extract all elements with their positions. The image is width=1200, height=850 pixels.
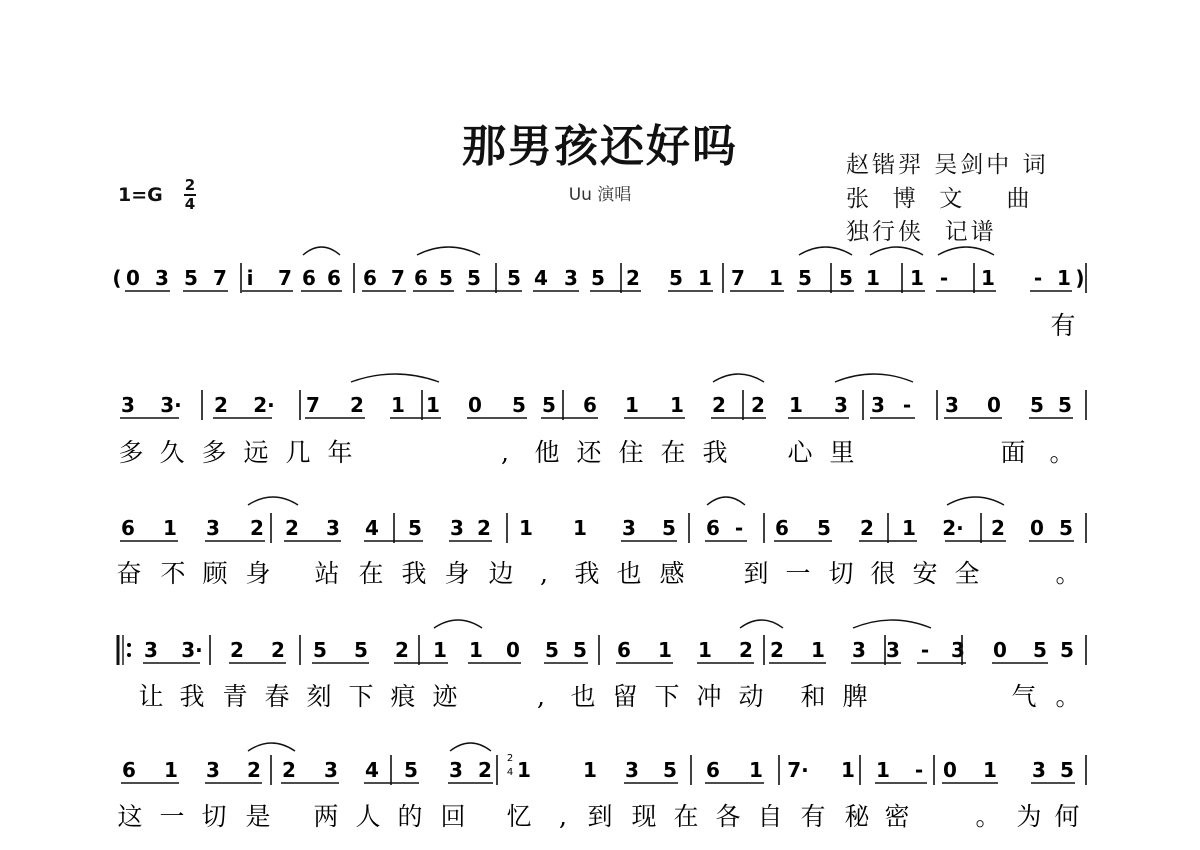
note: 1 xyxy=(517,758,531,782)
lyric-char: 身 xyxy=(444,559,470,588)
lyric-char: 青 xyxy=(222,682,248,711)
note: 3 xyxy=(450,516,464,540)
note-dash: - xyxy=(902,393,912,417)
lyric-char: 这 xyxy=(117,802,143,831)
note: 1 xyxy=(1057,266,1071,290)
note: 1 xyxy=(658,638,672,662)
lyricist-credit: 赵锴羿 吴剑中 词 xyxy=(846,152,1049,178)
slur-arc xyxy=(799,247,852,255)
lyric-char: 有 xyxy=(1050,311,1076,340)
note: 1 xyxy=(841,758,855,782)
lyric-char: 多 xyxy=(201,438,227,467)
lyric-char: 现 xyxy=(631,802,657,831)
slur-arc xyxy=(707,497,745,505)
lyric-char: 冲 xyxy=(696,682,722,711)
note: 5 xyxy=(408,516,422,540)
meter-change-top: 2 xyxy=(506,753,514,764)
lyric-char: 各 xyxy=(715,802,741,831)
slur-arc xyxy=(248,743,295,751)
note: 6 xyxy=(617,638,631,662)
note: 3 xyxy=(951,638,965,662)
lyric-char: 忆 xyxy=(506,802,532,831)
note: i xyxy=(246,266,254,290)
lyric-char: 人 xyxy=(355,802,381,831)
lyric-char: 下 xyxy=(348,682,374,711)
note: 3· xyxy=(160,393,182,417)
note: 3 xyxy=(622,516,636,540)
lyric-char: 切 xyxy=(828,559,854,588)
lyric-char: 他 xyxy=(534,438,560,467)
note: 2 xyxy=(350,393,364,417)
note: 3 xyxy=(1032,758,1046,782)
note-dash: - xyxy=(920,638,930,662)
lyric-char: 秘 xyxy=(844,802,870,831)
note: 5 xyxy=(313,638,327,662)
lyric-char: 和 xyxy=(800,682,826,711)
lyric-char: 下 xyxy=(654,682,680,711)
note: 5 xyxy=(439,266,453,290)
note: 1 xyxy=(789,393,803,417)
note: 2 xyxy=(477,516,491,540)
note: 1 xyxy=(698,638,712,662)
lyric-char: 全 xyxy=(954,559,980,588)
lyric-char: , xyxy=(537,682,545,711)
lyric-char: 感 xyxy=(659,559,685,588)
note: 2 xyxy=(250,516,264,540)
note: 5 xyxy=(507,266,521,290)
note: 2 xyxy=(247,758,261,782)
note: 1 xyxy=(670,393,684,417)
lyric-char: 站 xyxy=(314,559,340,588)
note: 3 xyxy=(945,393,959,417)
slur-arc xyxy=(947,497,1004,505)
slur-arc xyxy=(870,247,923,255)
note: 2 xyxy=(626,266,640,290)
slur-arc xyxy=(303,247,340,255)
note: 0 xyxy=(468,393,482,417)
note: 5 xyxy=(512,393,526,417)
meter-change-bottom: 4 xyxy=(506,767,514,778)
lyric-char: 心 xyxy=(787,438,813,467)
note: 2· xyxy=(942,516,964,540)
note: 1 xyxy=(981,266,995,290)
lyric-char: 住 xyxy=(618,438,644,467)
lyric-char: 留 xyxy=(612,682,638,711)
note: 7 xyxy=(213,266,227,290)
note: 2 xyxy=(991,516,1005,540)
note: 3 xyxy=(852,638,866,662)
transcriber-credit: 独行侠 记谱 xyxy=(846,219,997,245)
note-dash: - xyxy=(1033,266,1043,290)
note: 6 xyxy=(414,266,428,290)
note: 5 xyxy=(573,638,587,662)
note: 5 xyxy=(662,516,676,540)
time-signature-top: 2 xyxy=(184,176,196,194)
slur-arc xyxy=(450,743,491,751)
note: 1 xyxy=(426,393,440,417)
lyric-char: 到 xyxy=(743,559,769,588)
note: 5 xyxy=(1060,758,1074,782)
slur-arc xyxy=(434,620,482,628)
note: 5 xyxy=(1030,393,1044,417)
note: 2 xyxy=(282,758,296,782)
note: 3 xyxy=(886,638,900,662)
note: 0 xyxy=(506,638,520,662)
slur-arc xyxy=(938,247,994,255)
note-dash: - xyxy=(939,266,949,290)
note: 4 xyxy=(365,758,379,782)
note: 2 xyxy=(739,638,753,662)
note: 2 xyxy=(395,638,409,662)
note: 3 xyxy=(449,758,463,782)
note: 3 xyxy=(625,758,639,782)
note: 7· xyxy=(787,758,809,782)
lyric-char: 。 xyxy=(975,802,1001,831)
note: 1 xyxy=(164,758,178,782)
lyric-char: 动 xyxy=(738,682,764,711)
lyric-char: 何 xyxy=(1054,802,1080,831)
note: 0 xyxy=(993,638,1007,662)
lyric-char: 年 xyxy=(327,438,353,467)
lyric-char: 在 xyxy=(358,559,384,588)
note: 1 xyxy=(866,266,880,290)
paren-open: ( xyxy=(112,266,122,290)
note: 1 xyxy=(983,758,997,782)
note: 3 xyxy=(206,516,220,540)
note: 7 xyxy=(391,266,405,290)
slur-arc xyxy=(351,374,439,382)
note: 7 xyxy=(306,393,320,417)
note: 2 xyxy=(230,638,244,662)
lyric-char: 。 xyxy=(1055,559,1081,588)
lyric-char: , xyxy=(559,802,567,831)
composer-credit: 张 博 文 曲 xyxy=(846,186,1033,212)
song-title: 那男孩还好吗 xyxy=(462,121,738,172)
note: 2 xyxy=(214,393,228,417)
note: 6 xyxy=(327,266,341,290)
time-signature-bottom: 4 xyxy=(184,195,196,213)
note: 6 xyxy=(363,266,377,290)
lyric-char: 。 xyxy=(1049,438,1075,467)
lyric-char: 为 xyxy=(1016,802,1042,831)
note: 2 xyxy=(751,393,765,417)
lyric-char: 让 xyxy=(138,682,164,711)
lyric-char: 我 xyxy=(574,559,600,588)
key-signature: 1=G xyxy=(118,184,163,206)
note: 1 xyxy=(698,266,712,290)
note: 6 xyxy=(121,516,135,540)
note: 3 xyxy=(121,393,135,417)
note: 2· xyxy=(253,393,275,417)
note: 1 xyxy=(433,638,447,662)
slur-arc xyxy=(835,374,913,382)
lyric-char: 两 xyxy=(313,802,339,831)
note: 1 xyxy=(573,516,587,540)
note: 3 xyxy=(206,758,220,782)
note: 2 xyxy=(860,516,874,540)
repeat-dot xyxy=(127,653,131,657)
lyric-char: 久 xyxy=(159,438,185,467)
lyric-char: 春 xyxy=(264,682,290,711)
slur-arc xyxy=(417,247,480,255)
note: 1 xyxy=(163,516,177,540)
lyric-char: 刻 xyxy=(306,682,332,711)
note: 5 xyxy=(817,516,831,540)
note: 1 xyxy=(625,393,639,417)
repeat-dot xyxy=(127,643,131,647)
note: 3 xyxy=(834,393,848,417)
lyric-char: 在 xyxy=(673,802,699,831)
lyric-char: 很 xyxy=(870,559,896,588)
note: 1 xyxy=(769,266,783,290)
note: 1 xyxy=(519,516,533,540)
lyric-char: 是 xyxy=(245,802,271,831)
lyric-char: 有 xyxy=(800,802,826,831)
note: 6 xyxy=(775,516,789,540)
lyric-char: 里 xyxy=(829,438,855,467)
lyric-char: 自 xyxy=(757,802,783,831)
note: 3· xyxy=(181,638,203,662)
lyric-char: 几 xyxy=(285,438,311,467)
note: 5 xyxy=(663,758,677,782)
note: 6 xyxy=(302,266,316,290)
note-dash: - xyxy=(914,758,924,782)
lyric-char: , xyxy=(501,438,509,467)
lyric-char: 脾 xyxy=(842,682,868,711)
lyric-char: 的 xyxy=(397,802,423,831)
note: 5 xyxy=(591,266,605,290)
note: 6 xyxy=(706,516,720,540)
lyric-char: 在 xyxy=(660,438,686,467)
note: 1 xyxy=(391,393,405,417)
note: 5 xyxy=(545,638,559,662)
lyric-char: 一 xyxy=(159,802,185,831)
slur-arc xyxy=(853,620,931,628)
note: 2 xyxy=(271,638,285,662)
lyric-char: 顾 xyxy=(202,559,228,588)
slur-arc xyxy=(713,374,764,382)
lyric-char: 我 xyxy=(179,682,205,711)
lyric-char: 远 xyxy=(243,438,269,467)
lyric-char: 奋 xyxy=(116,559,142,588)
note: 1 xyxy=(583,758,597,782)
note: 5 xyxy=(354,638,368,662)
note: 3 xyxy=(326,516,340,540)
lyric-char: 也 xyxy=(570,682,596,711)
singer-credit: Uu 演唱 xyxy=(568,185,632,205)
note: 1 xyxy=(876,758,890,782)
lyric-char: 不 xyxy=(160,559,186,588)
note: 5 xyxy=(404,758,418,782)
note: 5 xyxy=(669,266,683,290)
note: 5 xyxy=(467,266,481,290)
note: 5 xyxy=(1058,393,1072,417)
note-dash: - xyxy=(734,516,744,540)
note: 1 xyxy=(902,516,916,540)
note: 5 xyxy=(542,393,556,417)
note: 1 xyxy=(811,638,825,662)
note: 6 xyxy=(583,393,597,417)
note: 0 xyxy=(987,393,1001,417)
paren-close: ) xyxy=(1075,266,1085,290)
note: 3 xyxy=(324,758,338,782)
lyric-char: 一 xyxy=(785,559,811,588)
note: 5 xyxy=(1059,516,1073,540)
note: 2 xyxy=(285,516,299,540)
note: 0 xyxy=(126,266,140,290)
note: 3 xyxy=(871,393,885,417)
note: 2 xyxy=(770,638,784,662)
note: 5 xyxy=(1060,638,1074,662)
note: 3 xyxy=(155,266,169,290)
note: 1 xyxy=(469,638,483,662)
note: 5 xyxy=(798,266,812,290)
note: 2 xyxy=(478,758,492,782)
lyric-char: 我 xyxy=(702,438,728,467)
lyric-char: 身 xyxy=(245,559,271,588)
lyric-char: 迹 xyxy=(432,682,458,711)
note: 4 xyxy=(365,516,379,540)
note: 2 xyxy=(712,393,726,417)
lyric-char: 密 xyxy=(884,802,910,831)
lyric-char: 面 xyxy=(1000,438,1026,467)
slur-arc xyxy=(740,620,783,628)
note: 6 xyxy=(122,758,136,782)
note: 5 xyxy=(839,266,853,290)
slur-arc xyxy=(248,497,298,505)
lyric-char: 多 xyxy=(118,438,144,467)
lyric-char: 到 xyxy=(587,802,613,831)
note: 3 xyxy=(564,266,578,290)
note: 7 xyxy=(278,266,292,290)
lyric-char: 也 xyxy=(616,559,642,588)
note: 0 xyxy=(1030,516,1044,540)
lyric-char: 边 xyxy=(488,559,514,588)
note: 3 xyxy=(144,638,158,662)
note: 7 xyxy=(731,266,745,290)
lyric-char: 我 xyxy=(401,559,427,588)
note: 6 xyxy=(706,758,720,782)
lyric-char: 痕 xyxy=(390,682,416,711)
lyric-char: 。 xyxy=(1055,682,1081,711)
note: 1 xyxy=(910,266,924,290)
lyric-char: 回 xyxy=(440,802,466,831)
lyric-char: 切 xyxy=(201,802,227,831)
note: 0 xyxy=(943,758,957,782)
lyric-char: , xyxy=(540,559,548,588)
lyric-char: 安 xyxy=(912,559,938,588)
note: 5 xyxy=(1033,638,1047,662)
lyric-char: 还 xyxy=(576,438,602,467)
note: 4 xyxy=(534,266,548,290)
note: 1 xyxy=(749,758,763,782)
lyric-char: 气 xyxy=(1011,682,1037,711)
note: 5 xyxy=(184,266,198,290)
